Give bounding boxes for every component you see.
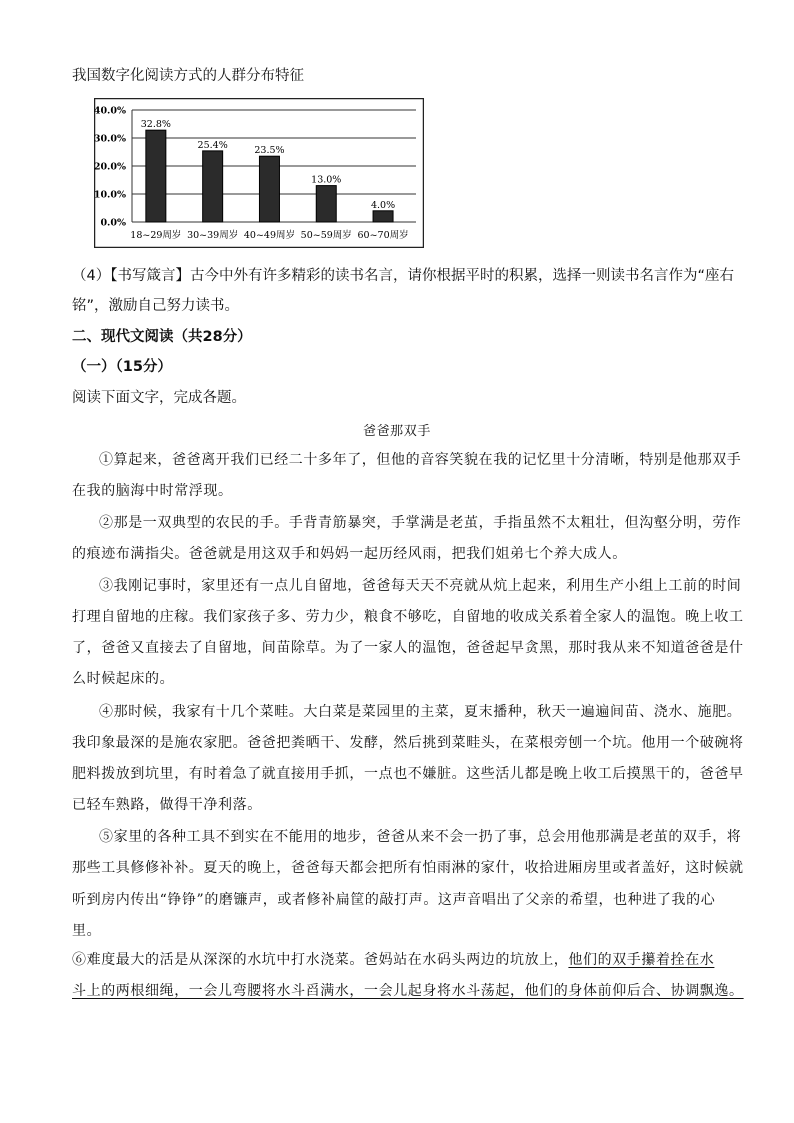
article-line-10: 我印象最深的是施农家肥。爸爸把粪晒干、发酵，然后挑到菜畦头，在菜根旁刨一个坑。他用一个破碗将 (72, 735, 744, 751)
article-line-1: ①算起来，爸爸离开我们已经二十多年了，但他的音容笑貌在我的记忆里十分清晰，特别是他那双手 (99, 452, 742, 468)
x-tick-label: 60~70周岁 (357, 230, 409, 241)
bar (316, 186, 336, 222)
article-title: 爸爸那双手 (362, 424, 431, 439)
bar-value-label: 32.8% (140, 119, 171, 131)
article-line-13: ⑤家里的各种工具不到实在不能用的地步，爸爸从来不会一扔了事，总会用他那满是老茧的双手，将 (99, 829, 742, 845)
bar (259, 156, 279, 222)
x-tick-label: 18~29周岁 (130, 230, 182, 241)
x-tick-label: 40~49周岁 (243, 230, 296, 241)
part-heading: （一）（15分） (72, 359, 172, 375)
bar-value-label: 23.5% (254, 145, 285, 157)
instruction: 阅读下面文字，完成各题。 (72, 390, 246, 406)
article-line-9: ④那时候，我家有十几个菜畦。大白菜是菜园里的主菜，夏末播种，秋天一遍遍间苗、浇水、施肥。 (99, 704, 742, 720)
bar-chart (94, 98, 424, 248)
x-tick-label: 50~59周岁 (300, 230, 352, 241)
q4-line-2: 铭”，激励自己努力读书。 (72, 298, 240, 314)
bar (146, 130, 166, 222)
y-tick-label: 30.0% (94, 133, 126, 145)
y-tick-label: 40.0% (94, 105, 126, 117)
q4-line-1: （4）【书写箴言】古今中外有许多精彩的读书名言，请你根据平时的积累，选择一则读书名言作为“座右 (72, 268, 734, 284)
bar-value-label: 4.0% (370, 199, 396, 211)
article-line-17 (72, 950, 714, 970)
y-tick-label: 0.0% (100, 217, 126, 229)
bar-value-label: 25.4% (197, 139, 228, 151)
bar (203, 151, 223, 222)
article-line-15: 听到房内传出“铮铮”的磨镰声，或者修补扁筐的敲打声。这声音唱出了父亲的希望，也种进了我的心 (72, 892, 716, 908)
article-line-4: 的痕迹布满指尖。爸爸就是用这双手和妈妈一起历经风雨，把我们姐弟七个养大成人。 (72, 546, 627, 562)
y-tick-label: 20.0% (94, 161, 126, 173)
x-tick-label: 30~39周岁 (187, 230, 239, 241)
chart-caption: 我国数字化阅读方式的人群分布特征 (72, 68, 304, 84)
article-line-16: 里。 (72, 923, 102, 939)
bar (373, 211, 393, 222)
article-line-6: 打理自留地的庄稼。我们家孩子多、劳力少，粮食不够吃，自留地的收成关系着全家人的温饱。晚上收工 (72, 609, 744, 625)
article-line-3: ②那是一双典型的农民的手。手背青筋暴突，手掌满是老茧，手指虽然不太粗壮，但沟壑分明，劳作 (99, 515, 742, 531)
article-line-14: 那些工具修修补补。夏天的晚上，爸爸每天都会把所有怕雨淋的家什，收拾进厢房里或者盖好，这时候就 (72, 860, 744, 876)
section-heading: 二、现代文阅读（共28分） (72, 329, 252, 345)
underlined-text: 他们的双手攥着拴在水 (568, 952, 715, 968)
article-line-18: 斗上的两根细绳，一会儿弯腰将水斗舀满水，一会儿起身将水斗荡起，他们的身体前仰后合、协调飘逸。 (72, 983, 744, 999)
article-line-8: 么时候起床的。 (72, 671, 175, 687)
y-tick-label: 10.0% (94, 189, 126, 201)
article-line-12: 已轻车熟路，做得干净利落。 (72, 797, 262, 813)
article-line-7: 了，爸爸又直接去了自留地，间苗除草。为了一家人的温饱，爸爸起早贪黑，那时我从来不知道爸爸是什 (72, 640, 744, 656)
article-line-5: ③我刚记事时，家里还有一点儿自留地，爸爸每天天不亮就从炕上起来，利用生产小组上工前的时间 (99, 578, 742, 594)
bar-value-label: 13.0% (311, 174, 342, 186)
article-line-2: 在我的脑海中时常浮现。 (72, 483, 233, 499)
article-line-11: 肥料拨放到坑里，有时着急了就直接用手抓，一点也不嫌脏。这些活儿都是晚上收工后摸黑干的，爸爸早 (72, 766, 744, 782)
para6-text: ⑥难度最大的活是从深深的水坑中打水浇菜。爸妈站在水码头两边的坑放上， (72, 952, 569, 968)
